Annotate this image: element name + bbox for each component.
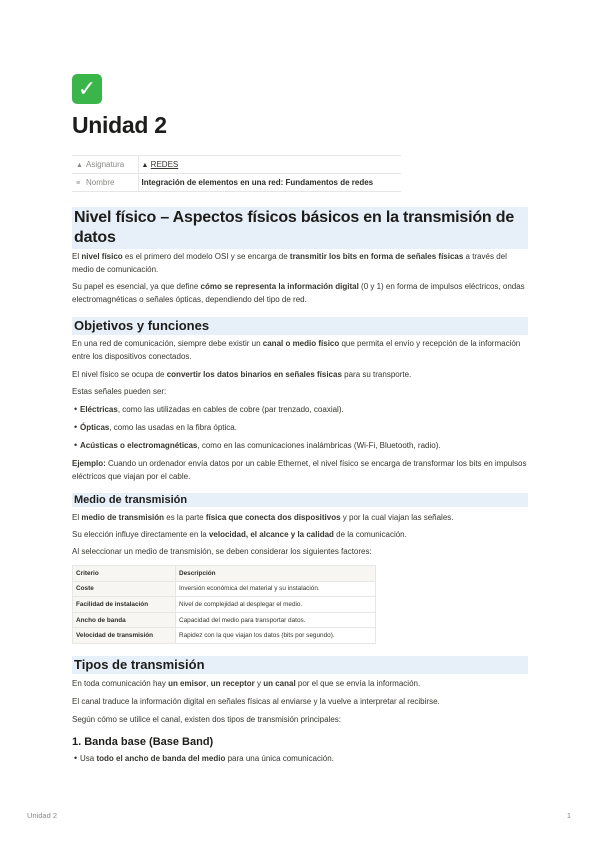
property-value: [138, 156, 401, 174]
table-row: [73, 597, 376, 613]
property-row-nombre: [72, 174, 401, 192]
check-emoji-icon: ✓: [72, 74, 102, 104]
list-item: • Acústicas o electromagnéticas, como en las comunicaciones inalámbricas (Wi-Fi, Bluetooth, radio).: [80, 439, 528, 452]
paragraph: El canal traduce la información digital en señales físicas al enviarse y la vuelve a interpretar al recibirse.: [72, 697, 440, 706]
table-cell: Coste: [73, 581, 176, 597]
table-cell: Capacidad del medio para transportar datos.: [176, 612, 376, 628]
mortarboard-icon: ▲: [76, 162, 83, 169]
table-cell: Facilidad de instalación: [73, 597, 176, 613]
section-heading-medio: Medio de transmisión: [72, 493, 528, 507]
subsection-heading-banda-base: 1. Banda base (Base Band): [72, 736, 214, 748]
list-item: • Eléctricas, como las utilizadas en cables de cobre (par trenzado, coaxial).: [80, 403, 528, 416]
footer-title: Unidad 2: [27, 811, 58, 820]
paragraph: El nivel físico es el primero del modelo OSI y se encarga de transmitir los bits en forma de señales físicas a través del medio de comunicación.: [72, 252, 507, 274]
criteria-table: [72, 565, 376, 644]
paragraph: En toda comunicación hay un emisor, un receptor y un canal por el que se envía la información.: [72, 679, 421, 688]
list-item: • Ópticas, como las usadas en la fibra óptica.: [80, 421, 528, 434]
paragraph-example: Ejemplo: Cuando un ordenador envía datos por un cable Ethernet, el nivel físico se encarga de transformar los bits en impulsos eléctricos que viajan por el cable.: [72, 459, 527, 481]
paragraph: Estas señales pueden ser:: [72, 387, 167, 396]
list-item: • Usa todo el ancho de banda del medio para una única comunicación.: [80, 752, 528, 765]
section-heading-nivel-fisico: Nivel físico – Aspectos físicos básicos en la transmisión de datos: [72, 207, 528, 249]
table-cell: Rapidez con la que viajan los datos (bits por segundo).: [176, 628, 376, 644]
paragraph: Según cómo se utilice el canal, existen dos tipos de transmisión principales:: [72, 715, 342, 724]
table-header: Criterio: [73, 566, 176, 582]
table-cell: Inversión económica del material y su instalación.: [176, 581, 376, 597]
properties-table: [72, 155, 401, 192]
table-header-row: [73, 566, 376, 582]
property-key: [72, 156, 138, 174]
page-title: Unidad 2: [72, 112, 167, 138]
property-key: [72, 174, 138, 192]
table-cell: Velocidad de transmisión: [73, 628, 176, 644]
property-key-label: Asignatura: [86, 160, 125, 169]
section-heading-tipos: Tipos de transmisión: [72, 656, 528, 674]
page-number: 1: [566, 811, 571, 820]
property-row-asignatura: [72, 156, 401, 174]
property-key-label: Nombre: [86, 178, 115, 187]
section-heading-objetivos: Objetivos y funciones: [72, 317, 528, 335]
paragraph: El medio de transmisión es la parte física que conecta dos dispositivos y por la cual viajan las señales.: [72, 513, 454, 522]
mortarboard-icon: ▲: [141, 162, 149, 169]
table-header: Descripción: [176, 566, 376, 582]
text-lines-icon: ≡: [76, 180, 81, 187]
paragraph: En una red de comunicación, siempre debe existir un canal o medio físico que permita el envío y recepción de la información entre los dispositivos conectados.: [72, 339, 521, 361]
property-value: Integración de elementos en una red: Fundamentos de redes: [138, 174, 401, 192]
table-cell: Ancho de banda: [73, 612, 176, 628]
paragraph: Al seleccionar un medio de transmisión, se deben considerar los siguientes factores:: [72, 547, 372, 556]
table-row: [73, 628, 376, 644]
paragraph: El nivel físico se ocupa de convertir los datos binarios en señales físicas para su transporte.: [72, 370, 412, 379]
asignatura-link[interactable]: REDES: [150, 160, 179, 169]
paragraph: Su elección influye directamente en la velocidad, el alcance y la calidad de la comunicación.: [72, 530, 407, 539]
table-row: [73, 612, 376, 628]
paragraph: Su papel es esencial, ya que define cómo se representa la información digital (0 y 1) en forma de impulsos eléctricos, ondas electromagnéticas o señales ópticas, dependiendo del tipo de red.: [72, 282, 525, 304]
table-row: [73, 581, 376, 597]
table-cell: Nivel de complejidad al desplegar el medio.: [176, 597, 376, 613]
